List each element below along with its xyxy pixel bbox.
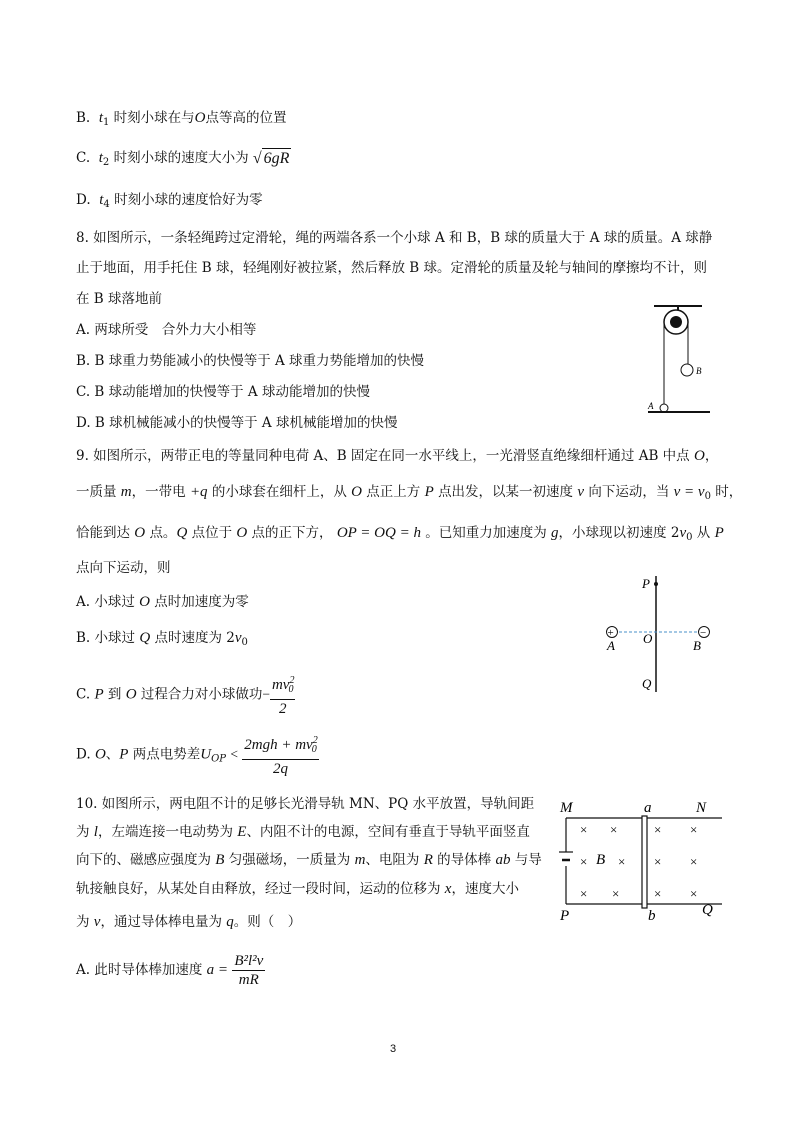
field-cross: × (654, 822, 662, 837)
point-p-dot (654, 582, 658, 586)
q8-stem-line2: 止于地面，用手托住 B 球，轻绳刚好被拉紧，然后释放 B 球。定滑轮的质量及轮与轴间的摩擦均不计，则 (76, 260, 708, 276)
rails-figure (556, 796, 726, 922)
field-cross: × (610, 822, 618, 837)
charge-b-sign: − (700, 627, 707, 639)
label-q: Q (642, 676, 652, 691)
fraction-acceleration: $\frac{\text{B²l²v}}{mR}$ (234, 953, 264, 988)
label-b: B (693, 638, 701, 653)
q9-option-a: A. 小球过 O 点时加速度为零 (76, 594, 249, 610)
q10-stem-line1: 10. 如图所示，两电阻不计的足够长光滑导轨 MN、PQ 水平放置，导轨间距 (76, 796, 535, 812)
q8-option-b: B. B 球重力势能减小的快慢等于 A 球重力势能增加的快慢 (76, 353, 425, 369)
label-m: M (560, 800, 573, 816)
q9-option-c: C. P 到 O 过程合力对小球做功− $\frac{mv^2_0}{2}$ (76, 672, 295, 718)
pulley-figure (640, 300, 720, 422)
q10-stem-line5: 为 v，通过导体棒电量为 q。则（ ） (76, 914, 302, 930)
ball-a (660, 404, 668, 412)
sqrt-expression: √ 6gR (252, 150, 290, 167)
field-cross: × (690, 886, 698, 901)
label-a: A (648, 401, 654, 411)
q8-option-a: A. 两球所受 合外力大小相等 (76, 322, 257, 338)
fraction-work: $\frac{mv^2_0}{2}$ (270, 672, 296, 718)
charges-rod-figure (596, 572, 726, 694)
charge-a-sign: + (607, 627, 614, 639)
field-cross: × (580, 822, 588, 837)
label-n: N (696, 800, 707, 816)
field-cross: × (580, 886, 588, 901)
q8-stem-line3: 在 B 球落地前 (76, 291, 163, 307)
q9-option-d: D. O、P 两点电势差$U_{OP}$ < $\frac{2mgh + mv^2_0}{2q}$ (76, 732, 319, 780)
q9-stem-line4: 点向下运动，则 (76, 560, 171, 576)
q8-stem-line1: 8. 如图所示，一条轻绳跨过定滑轮，绳的两端各系一个小球 A 和 B，B 球的质量大于 A 球的质量。A 球静 (76, 230, 713, 246)
label-b-field: B (596, 852, 606, 868)
field-cross: × (580, 854, 588, 869)
q8-option-c: C. B 球动能增加的快慢等于 A 球动能增加的快慢 (76, 384, 370, 400)
label-q: Q (702, 902, 713, 918)
pulley-axle (670, 316, 682, 328)
q9-stem-line1: 9. 如图所示，两带正电的等量同种电荷 A、B 固定在同一水平线上，一光滑竖直绝缘细杆通过 AB 中点 O， (76, 448, 719, 464)
label-a-top: a (644, 800, 652, 816)
q7-option-b: B. $t_1$ 时刻小球在与O点等高的位置 (76, 110, 287, 128)
q9-option-b: B. 小球过 Q 点时速度为 $2v_0$ (76, 630, 248, 648)
label-o: O (643, 631, 653, 646)
page-number: 3 (390, 1043, 397, 1055)
label-p: P (642, 576, 650, 591)
q10-stem-line2: 为 l，左端连接一电动势为 E、内阻不计的电源，空间有垂直于导轨平面竖直 (76, 824, 530, 840)
field-cross: × (612, 886, 620, 901)
field-cross: × (654, 886, 662, 901)
q10-stem-line4: 轨接触良好，从某处自由释放，经过一段时间，运动的位移为 x，速度大小 (76, 881, 519, 897)
label-b-bottom: b (648, 908, 656, 922)
q9-stem-line2: 一质量 m，一带电 +q 的小球套在细杆上，从 O 点正上方 P 点出发，以某一初速度 v 向下运动，当 $v = v_0$ 时， (76, 484, 743, 502)
q7-option-c: C. $t_2$ 时刻小球的速度大小为 √ 6gR (76, 150, 290, 168)
q7-option-d: D. $t_4$ 时刻小球的速度恰好为零 (76, 192, 263, 210)
q10-stem-line3: 向下的、磁感应强度为 B 匀强磁场，一质量为 m、电阻为 R 的导体棒 ab 与导 (76, 852, 542, 868)
fraction-potential: $\frac{2mgh + mv^2_0}{2q}$ (242, 732, 318, 778)
field-cross: × (690, 854, 698, 869)
q8-option-d: D. B 球机械能减小的快慢等于 A 球机械能增加的快慢 (76, 415, 398, 431)
label-p: P (560, 908, 570, 922)
label-b: B (696, 366, 702, 376)
ball-b (681, 364, 693, 376)
q10-option-a: A. 此时导体棒加速度 a = $\frac{\text{B²l²v}}{mR}$ (76, 953, 264, 988)
field-cross: × (690, 822, 698, 837)
field-cross: × (654, 854, 662, 869)
label-a: A (607, 638, 615, 653)
q9-stem-line3: 恰能到达 O 点。Q 点位于 O 点的正下方， OP = OQ = h 。已知重力加速度为 g，小球现以初速度 $2v_0$ 从 P (76, 525, 724, 543)
field-cross: × (618, 854, 626, 869)
conductor-rod-ab (642, 816, 647, 908)
